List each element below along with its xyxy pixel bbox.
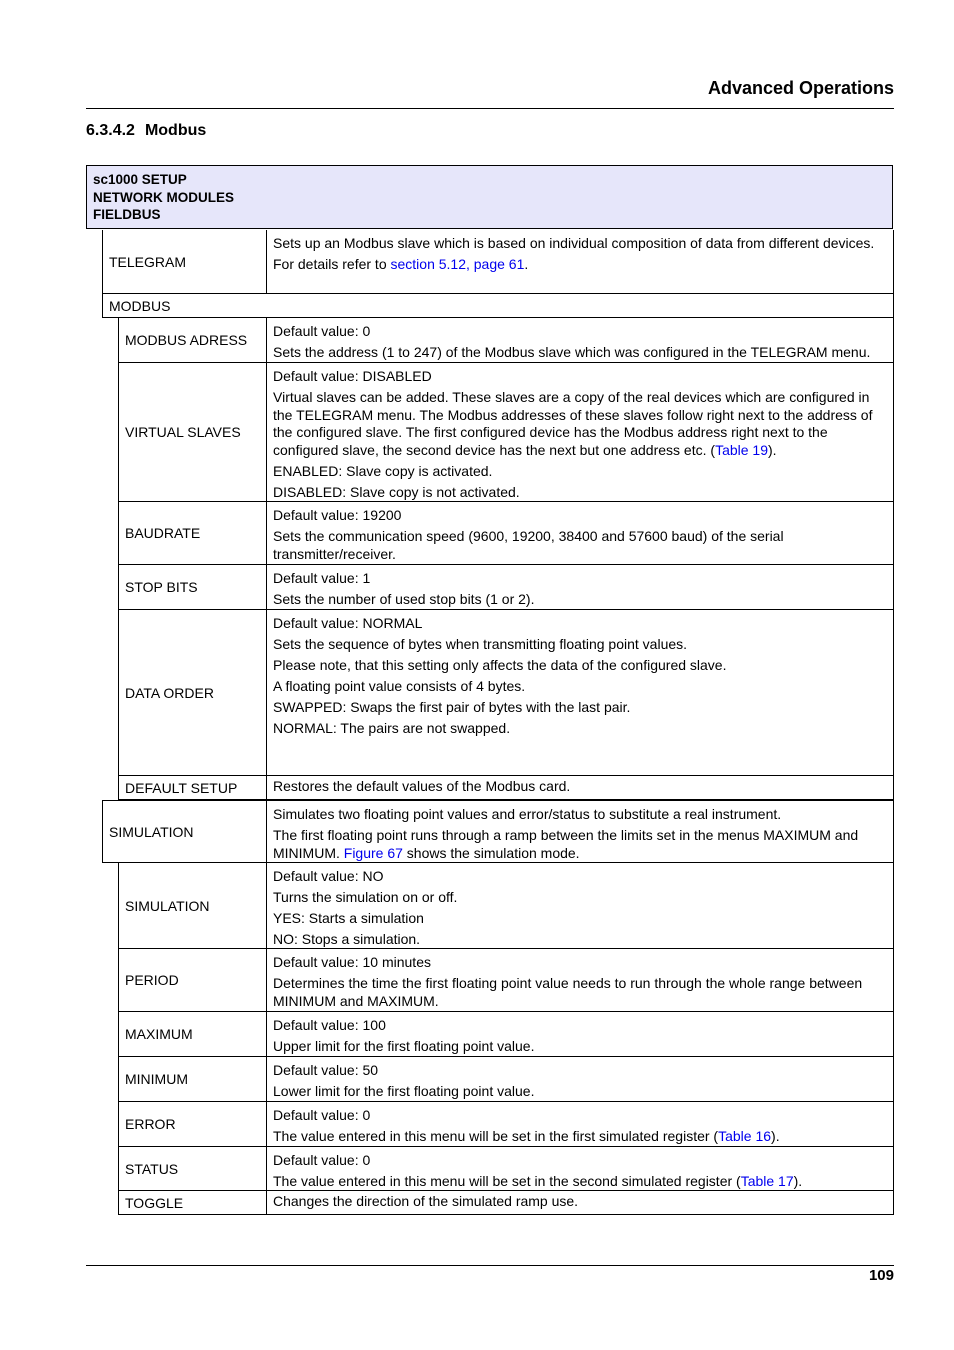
- desc-line: [273, 827, 887, 862]
- desc-line: Sets up an Modbus slave which is based on individual composition of data from different devices.: [273, 235, 875, 251]
- row-name: MINIMUM: [125, 1071, 188, 1087]
- figure-link[interactable]: Figure 67: [343, 844, 403, 861]
- table-row-maximum: [118, 1012, 894, 1057]
- row-description: [266, 1057, 893, 1101]
- table-link[interactable]: Table 19: [715, 441, 768, 458]
- row-name: DATA ORDER: [125, 684, 214, 701]
- row-description: [266, 1147, 893, 1190]
- row-name: TELEGRAM: [109, 253, 187, 270]
- desc-text: ).: [771, 1128, 780, 1144]
- desc-line: Default value: DISABLED: [273, 368, 432, 384]
- desc-line: Sets the address (1 to 247) of the Modbus slave which was configured in the TELEGRAM menu.: [273, 344, 871, 360]
- table-row-simulation-group: [102, 800, 894, 863]
- table-row-toggle: [118, 1191, 894, 1215]
- table-row-telegram: [102, 230, 894, 294]
- desc-text: ).: [793, 1173, 803, 1189]
- desc-text: Virtual slaves can be added. These slaves are a copy of the real devices which are configured in the TELEGRAM menu. The Modbus addresses of these slaves follow right next to the address of the configured slave. The first configured device has the Modbus address right next to the configured slave, the second device has the next but one address etc. (: [273, 389, 873, 458]
- desc-line: Default value: 0: [273, 323, 371, 339]
- desc-line: [273, 389, 887, 459]
- table-row-modbus: [102, 294, 894, 318]
- row-name: STATUS: [125, 1160, 179, 1177]
- row-description: [266, 1191, 893, 1214]
- desc-line: Default value: 0: [273, 1107, 371, 1123]
- desc-line: Restores the default values of the Modbus card.: [273, 778, 571, 794]
- desc-line: Default value: 50: [273, 1062, 379, 1078]
- table-row-error: [118, 1102, 894, 1147]
- row-description: [266, 776, 893, 799]
- row-name: SIMULATION: [109, 823, 194, 840]
- desc-line: Default value: 1: [273, 570, 371, 586]
- row-description: [266, 502, 893, 564]
- table-row-period: [118, 949, 894, 1012]
- table-row-baudrate: [118, 502, 894, 565]
- desc-line: Default value: 19200: [273, 507, 402, 523]
- desc-line: DISABLED: Slave copy is not activated.: [273, 483, 520, 500]
- desc-line: Sets the communication speed (9600, 19200, 38400 and 57600 baud) of the serial transmitter/receiver.: [273, 528, 784, 562]
- desc-line: Lower limit for the first floating point value.: [273, 1083, 535, 1099]
- desc-line: [273, 1128, 887, 1146]
- desc-line: Simulates two floating point values and error/status to substitute a real instrument.: [273, 806, 782, 822]
- desc-line: SWAPPED: Swaps the first pair of bytes with the last pair.: [273, 699, 631, 715]
- row-name: ERROR: [125, 1116, 176, 1132]
- desc-line: NORMAL: The pairs are not swapped.: [273, 720, 511, 736]
- row-description: [266, 610, 893, 775]
- page-number: 109: [868, 1267, 894, 1284]
- desc-line: [273, 256, 887, 274]
- desc-line: Please note, that this setting only affects the data of the configured slave.: [273, 657, 727, 673]
- running-header: Advanced Operations: [707, 78, 894, 98]
- desc-line: NO: Stops a simulation.: [273, 931, 421, 947]
- row-name: TOGGLE: [125, 1194, 184, 1211]
- row-name: STOP BITS: [125, 579, 198, 595]
- desc-line: Default value: 100: [273, 1017, 386, 1033]
- menu-path-line-3: FIELDBUS: [93, 207, 161, 222]
- table-row-default-setup: [118, 776, 894, 800]
- desc-line: [273, 1173, 887, 1191]
- row-name: BAUDRATE: [125, 525, 201, 541]
- row-description: [266, 318, 893, 362]
- section-heading: [86, 122, 206, 140]
- menu-path-line-2: NETWORK MODULES: [93, 189, 234, 205]
- desc-line: A floating point value consists of 4 bytes.: [273, 678, 526, 694]
- section-title: Modbus: [144, 122, 207, 139]
- desc-line: Changes the direction of the simulated ramp use.: [273, 1193, 579, 1209]
- desc-text: For details refer to: [273, 256, 391, 272]
- desc-text: .: [524, 256, 529, 272]
- desc-text: The value entered in this menu will be set in the second simulated register (: [273, 1173, 741, 1189]
- row-description: [266, 1012, 893, 1056]
- row-name: VIRTUAL SLAVES: [125, 424, 241, 440]
- row-name: MODBUS: [109, 297, 171, 314]
- section-number: 6.3.4.2: [86, 122, 135, 139]
- row-name: MAXIMUM: [125, 1026, 193, 1042]
- desc-line: Default value: 0: [273, 1152, 371, 1168]
- row-name: SIMULATION: [125, 897, 210, 914]
- row-description: [266, 363, 893, 501]
- desc-line: ENABLED: Slave copy is activated.: [273, 462, 493, 479]
- desc-text: The first floating point runs through a ramp between the limits set in the menus MAXIMUM and MINIMUM.: [273, 827, 859, 861]
- desc-line: Upper limit for the first floating point value.: [273, 1038, 535, 1054]
- footer-rule: [86, 1265, 894, 1266]
- table-row-simulation: [118, 863, 894, 949]
- section-link[interactable]: section 5.12, page 61: [390, 256, 525, 272]
- desc-line: Sets the number of used stop bits (1 or 2).: [273, 591, 535, 607]
- desc-line: Turns the simulation on or off.: [273, 889, 458, 905]
- desc-line: Sets the sequence of bytes when transmitting floating point values.: [273, 636, 688, 652]
- table-row-minimum: [118, 1057, 894, 1102]
- desc-line: Determines the time the first floating point value needs to run through the whole range between MINIMUM and MAXIMUM.: [273, 975, 863, 1009]
- desc-text: The value entered in this menu will be set in the first simulated register (: [273, 1128, 719, 1144]
- table-link[interactable]: Table 16: [718, 1128, 772, 1144]
- table-link[interactable]: Table 17: [740, 1173, 794, 1189]
- desc-line: Default value: NO: [273, 868, 384, 884]
- row-description: [266, 565, 893, 609]
- desc-text: ).: [768, 441, 777, 458]
- table-row-stop-bits: [118, 565, 894, 610]
- row-description: [266, 863, 893, 948]
- row-description: [266, 949, 893, 1011]
- row-name: PERIOD: [125, 972, 179, 988]
- desc-line: Default value: 10 minutes: [273, 954, 431, 970]
- desc-line: Default value: NORMAL: [273, 615, 423, 631]
- header-rule: [86, 108, 894, 109]
- menu-path-line-1: sc1000 SETUP: [93, 172, 187, 187]
- table-row-data-order: [118, 610, 894, 776]
- table-row-modbus-adress: [118, 318, 894, 363]
- row-name: MODBUS ADRESS: [125, 332, 248, 348]
- desc-text: shows the simulation mode.: [402, 844, 580, 861]
- row-description: [266, 230, 893, 293]
- row-description: [266, 801, 893, 862]
- menu-path-header: [86, 165, 893, 229]
- table-row-status: [118, 1147, 894, 1191]
- row-name: DEFAULT SETUP: [125, 779, 238, 796]
- row-description: [266, 1102, 893, 1146]
- desc-line: YES: Starts a simulation: [273, 910, 424, 926]
- table-row-virtual-slaves: [118, 363, 894, 502]
